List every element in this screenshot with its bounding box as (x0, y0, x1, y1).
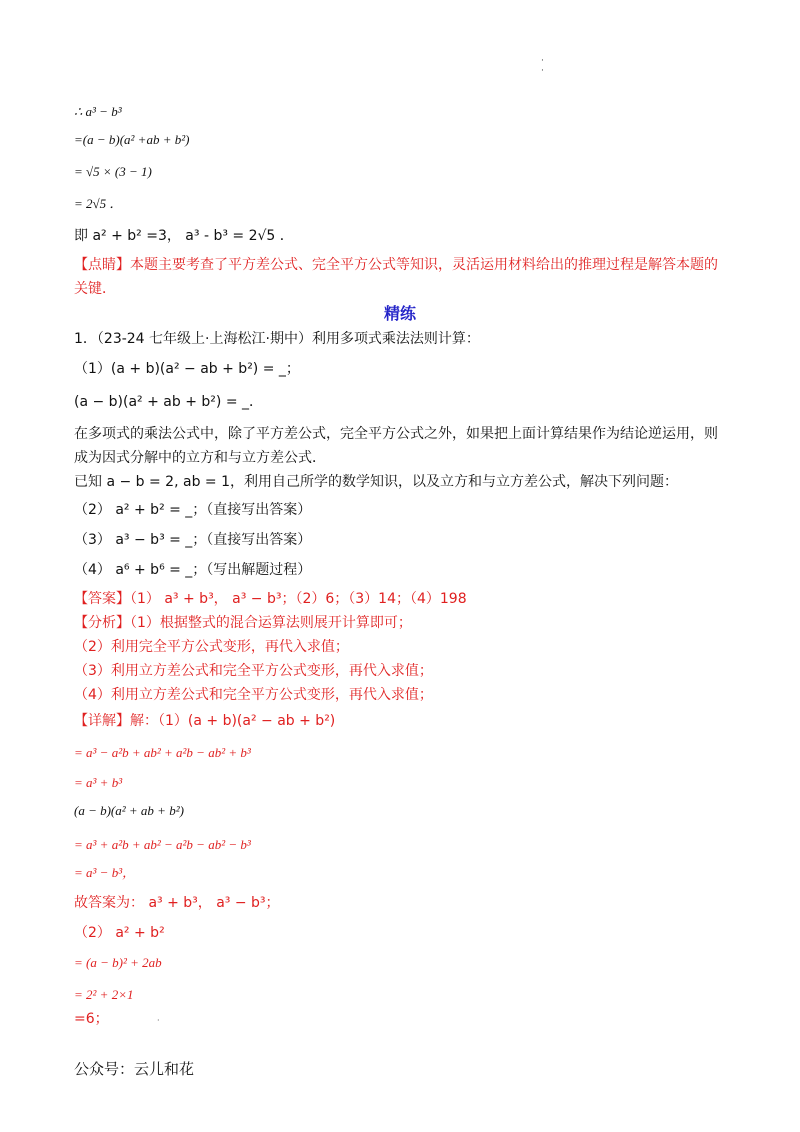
analysis-line-3: （3）利用立方差公式和完全平方公式变形，再代入求值； (74, 663, 433, 679)
detail-line-4: (a − b)(a² + ab + b²) (74, 803, 184, 818)
analysis-line-2: （2）利用完全平方公式变形，再代入求值； (74, 639, 349, 655)
problem-line-9: （4） a⁶ + b⁶ = _；（写出解题过程） (74, 562, 312, 578)
header-mark: · · (541, 56, 544, 76)
solution-line-2: =(a − b)(a² +ab + b²) (74, 132, 190, 147)
problem-line-2: （1）(a + b)(a² − ab + b²) = _； (74, 361, 300, 377)
detail-line-9: = (a − b)² + 2ab (74, 955, 162, 970)
analysis-line-1: 【分析】（1）根据整式的混合运算法则展开计算即可； (74, 615, 412, 631)
detail-line-2: = a³ − a²b + ab² + a²b − ab² + b³ (74, 745, 251, 760)
solution-line-1: ∴ a³ − b³ (74, 104, 122, 119)
problem-line-3: (a − b)(a² + ab + b²) = _． (74, 394, 263, 410)
solution-line-3: = √5 × (3 − 1) (74, 164, 152, 179)
detail-line-1: 【详解】解：（1）(a + b)(a² − ab + b²) (74, 713, 336, 729)
problem-line-4: 在多项式的乘法公式中，除了平方差公式，完全平方公式之外，如果把上面计算结果作为结论逆运用，则 (74, 426, 718, 442)
problem-line-7: （2） a² + b² = _；（直接写出答案） (74, 502, 312, 518)
detail-line-11: =6； (74, 1011, 109, 1027)
problem-line-6: 已知 a − b = 2, ab = 1，利用自己所学的数学知识，以及立方和与立方差公式，解决下列问题： (74, 474, 678, 490)
solution-conclusion: 即 a² + b² =3， a³ - b³ = 2√5 ． (74, 228, 294, 244)
comment-line-1: 【点睛】本题主要考查了平方差公式、完全平方公式等知识，灵活运用材料给出的推理过程是解答本题的 (74, 257, 718, 273)
answer-line: 【答案】（1） a³ + b³， a³ − b³；（2）6；（3）14；（4）198 (74, 591, 467, 607)
footer-text: 公众号：云儿和花 (74, 1060, 195, 1078)
analysis-line-4: （4）利用立方差公式和完全平方公式变形，再代入求值； (74, 687, 433, 703)
detail-line-8: （2） a² + b² (74, 925, 165, 941)
detail-line-5: = a³ + a²b + ab² − a²b − ab² − b³ (74, 837, 251, 852)
detail-line-3: = a³ + b³ (74, 775, 123, 790)
problem-line-5: 成为因式分解中的立方和与立方差公式． (74, 450, 326, 466)
detail-line-7: 故答案为： a³ + b³， a³ − b³； (74, 895, 280, 911)
section-title: 精练 (383, 304, 416, 323)
problem-line-1: 1．（23-24 七年级上·上海松江·期中）利用多项式乘法法则计算： (74, 331, 480, 347)
stray-dot: · (157, 1016, 160, 1025)
problem-line-8: （3） a³ − b³ = _；（直接写出答案） (74, 532, 312, 548)
solution-line-4: = 2√5 ． (74, 196, 123, 211)
detail-line-6: = a³ − b³， (74, 865, 136, 880)
comment-line-2: 关键． (74, 281, 116, 297)
detail-line-10: = 2² + 2×1 (74, 987, 134, 1002)
